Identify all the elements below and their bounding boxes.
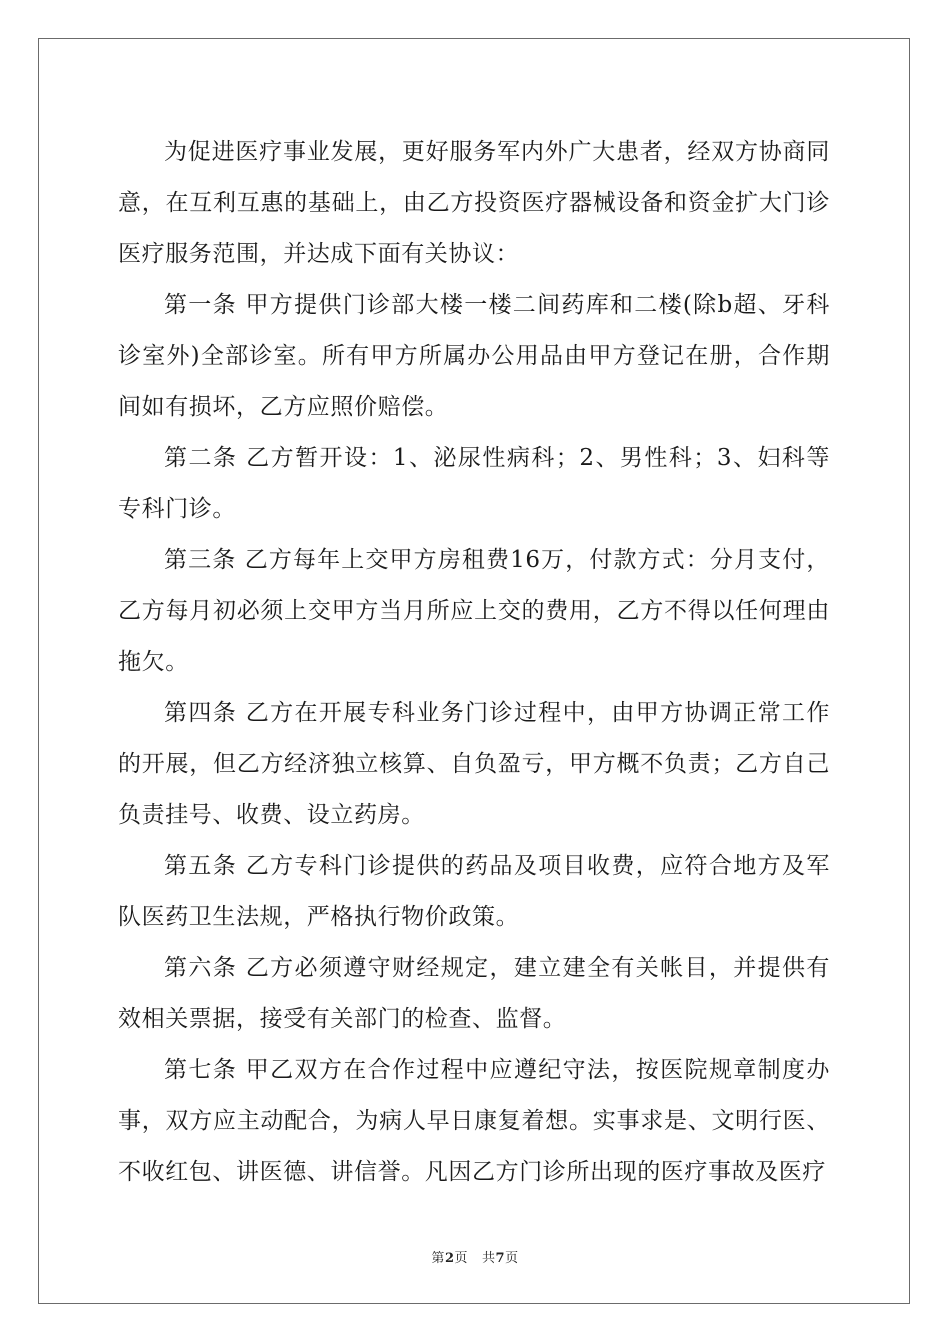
paragraph-article-4: 第四条 乙方在开展专科业务门诊过程中，由甲方协调正常工作的开展，但乙方经济独立核算、自负盈亏，甲方概不负责；乙方自己负责挂号、收费、设立药房。 — [118, 700, 830, 828]
paragraph-article-6: 第六条 乙方必须遵守财经规定，建立建全有关帐目，并提供有效相关票据，接受有关部门的检查、监督。 — [118, 955, 830, 1032]
paragraph-article-3: 第三条 乙方每年上交甲方房租费16万，付款方式：分月支付，乙方每月初必须上交甲方当月所应上交的费用，乙方不得以任何理由拖欠。 — [118, 547, 830, 675]
document-body — [118, 127, 830, 1198]
paragraph-intro: 为促进医疗事业发展，更好服务军内外广大患者，经双方协商同意，在互利互惠的基础上，由乙方投资医疗器械设备和资金扩大门诊医疗服务范围，并达成下面有关协议： — [118, 139, 830, 267]
total-suffix: 页 — [505, 1251, 519, 1266]
page-total: 7 — [495, 1251, 506, 1266]
page-current: 2 — [444, 1251, 455, 1266]
page-suffix: 页 — [454, 1251, 468, 1266]
page-prefix: 第 — [431, 1251, 445, 1266]
paragraph-article-1: 第一条 甲方提供门诊部大楼一楼二间药库和二楼(除b超、牙科诊室外)全部诊室。所有甲方所属办公用品由甲方登记在册，合作期间如有损坏，乙方应照价赔偿。 — [118, 292, 830, 420]
page-footer — [0, 1247, 950, 1266]
paragraph-article-7: 第七条 甲乙双方在合作过程中应遵纪守法，按医院规章制度办事，双方应主动配合，为病人早日康复着想。实事求是、文明行医、不收红包、讲医德、讲信誉。凡因乙方门诊所出现的医疗事故及医疗 — [118, 1057, 830, 1185]
paragraph-article-2: 第二条 乙方暂开设：1、泌尿性病科；2、男性科；3、妇科等专科门诊。 — [118, 445, 830, 522]
paragraph-article-5: 第五条 乙方专科门诊提供的药品及项目收费，应符合地方及军队医药卫生法规，严格执行物价政策。 — [118, 853, 830, 930]
total-prefix: 共 — [482, 1251, 496, 1266]
